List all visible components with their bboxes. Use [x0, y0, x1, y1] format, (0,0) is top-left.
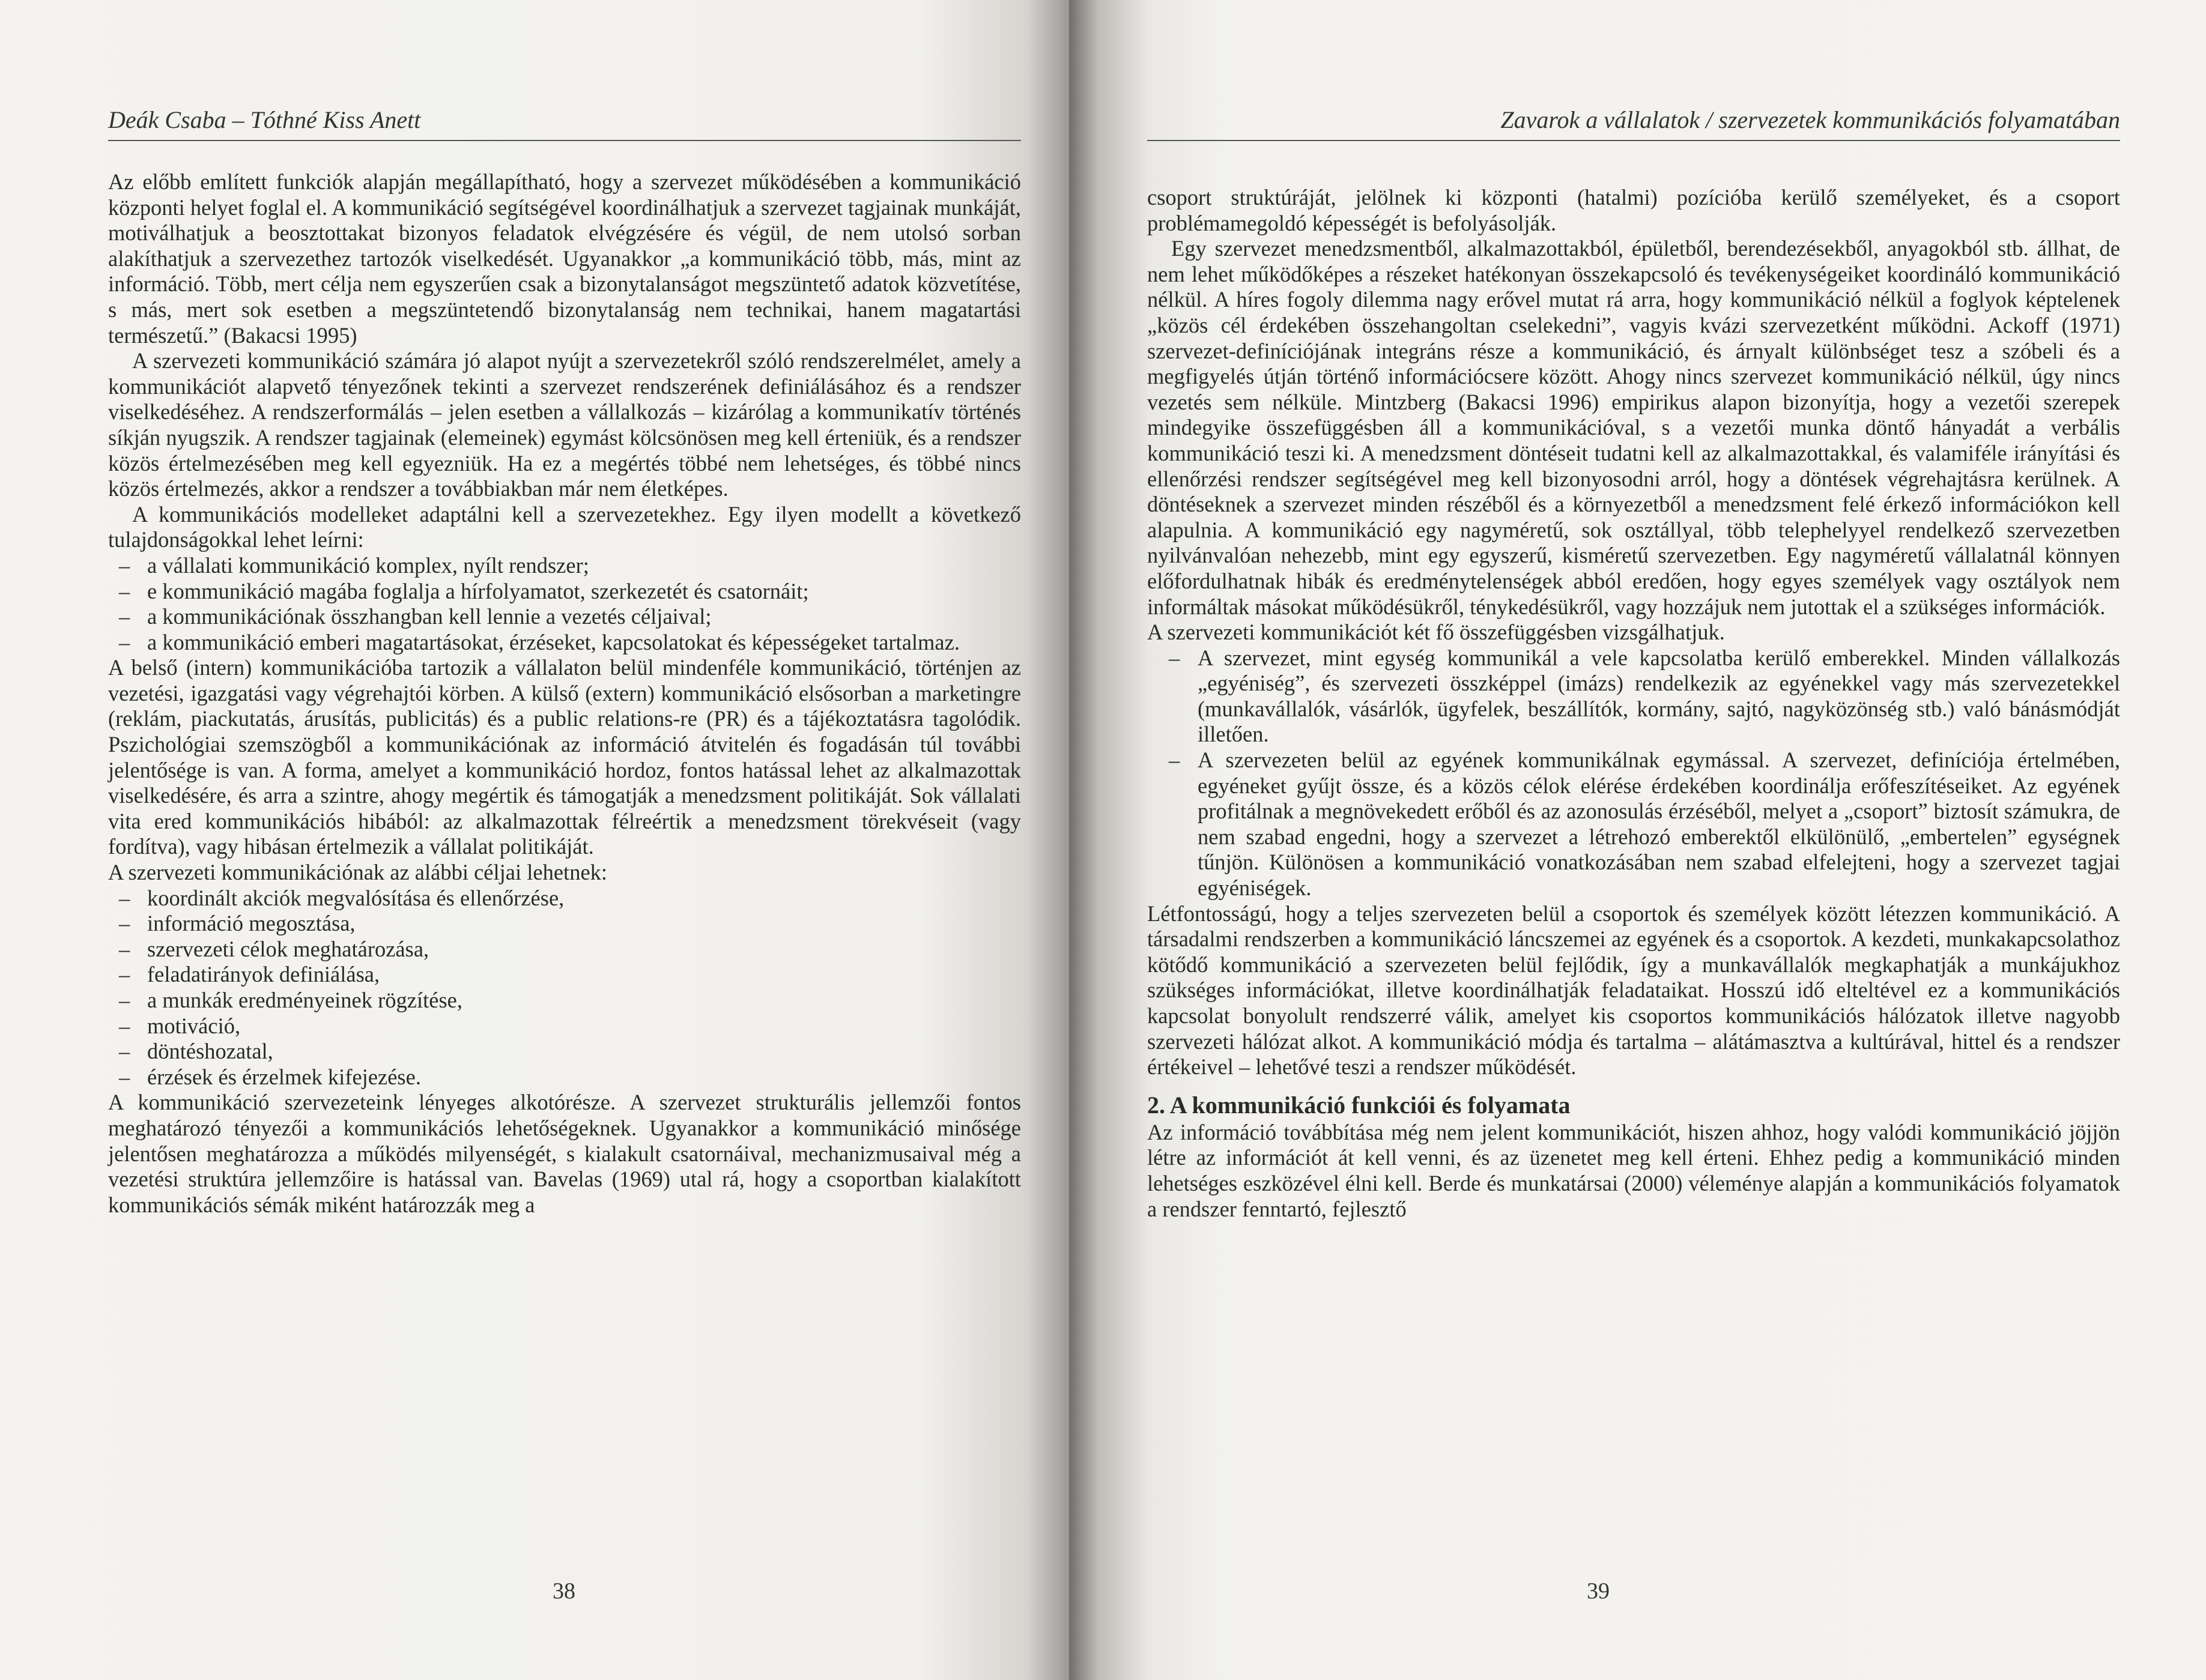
- paragraph: A belső (intern) kommunikációba tartozik a vállalaton belül mindenféle kommunikáció, történjen az vezetési, igazgatási vagy végrehajtói körben. A külső (extern) kommunikáció elsősorban a marketingre (reklám, piackutatás, árusítás, publicitás) és a public relations-re (PR) és a tájékoztatásra tagolódik. Pszichológiai szemszögből a kommunikációnak az információ átvitelén és fogadásán túl további jelentősége is van. A forma, amelyet a kommunikáció hordoz, fontos hatással lehet az alkalmazottak viselkedésére, és arra a szintre, ahogy megértik és támogatják a menedzsment politikáját. Sok vállalati vita ered kommunikációs hibából: az alkalmazottak félreértik a menedzsment törekvéseit (vagy fordítva), vagy hibásan értelmezik a vállalat politikáját.: [108, 655, 1021, 859]
- section-heading: 2. A kommunikáció funkciói és folyamata: [1147, 1091, 1571, 1119]
- paragraph: Létfontosságú, hogy a teljes szervezeten belül a csoportok és személyek között létezzen kommunikáció. A társadalmi rendszerben a kommunikáció láncszemei az egyének és a csoportok. A kezdeti, munkakapcsolathoz kötődő kommunikáció a szervezeten belül fejlődik, így a munkavállalók megkaphatják a munkájukhoz szükséges információkat, illetve koordinálhatják feladataikat. Hosszú idő elteltével ez a kommunikációs kapcsolat bonyolult rendszerré válik, amelyet kis csoportos kommunikációs hálózatok illetve nagyobb szervezeti hálózat alkot. A kommunikáció módja és tartalma – alátámasztva a kultúrával, hittel és a rendszer értékeivel – lehetővé teszi a rendszer működését.: [1147, 901, 2120, 1080]
- paragraph: Egy szervezet menedzsmentből, alkalmazottakból, épületből, berendezésekből, anyagokból stb. állhat, de nem lehet működőképes a részeket hatékonyan összekapcsoló és tevékenységeiket koordináló kommunikáció nélkül. A híres fogoly dilemma nagy erővel mutat rá arra, hogy kommunikáció nélkül a foglyok képtelenek „közös cél érdekében összehangoltan cselekedni”, vagyis kvázi szervezetként működni. Ackoff (1971) szervezet-definíciójának integráns része a kommunikáció, és árnyalt különbséget tesz a szóbeli és a megfigyelés útján történő információcsere között. Ahogy nincs szervezet kommunikáció nélkül, úgy nincs vezetés sem nélküle. Mintzberg (Bakacsi 1996) empirikus alapon bizonyítja, hogy a vezetői szerepek mindegyike összefüggésben áll a kommunikációval, s a vezetői munka döntő hányadát a verbális kommunikáció teszi ki. A menedzsment döntéseit tudatni kell az alkalmazottakkal, és valamiféle irányítási és ellenőrzési rendszer segítségével meg kell bizonyosodni arról, hogy a döntések végrehajtásra kerülnek. A döntéseknek a szervezet minden részéből és a környezetből a menedzsment felé érkező információkon kell alapulnia. A kommunikáció egy nagyméretű, sok osztállyal, több telephelyyel rendelkező szervezetben nyilvánvalóan nehezebb, mint egy egyszerű, kisméretű szervezetben. Egy nagyméretű vállalatnál könnyen előfordulhatnak hibák és eredménytelenségek abból eredően, hogy egyes személyek vagy osztályok nem informáltak másokat működésükről, ténykedésükről, vagy hozzájuk nem jutottak el a szükséges információk.: [1147, 236, 2120, 619]
- list-item: – A szervezeten belül az egyének kommunikálnak egymással. A szervezet, definíciója értelmében, egyéneket gyűjt össze, és a közös célok elérése érdekében koordinálja erőfeszítéseiket. Az egyének profitálnak a megnövekedett erőből és az azonosulás érzéséből, melyet a „csoport” biztosít számukra, de nem szabad engedni, hogy a szervezet a létrehozó emberektől elkülönülő, „embertelen” egységnek tűnjön. Különösen a kommunikáció vonatkozásában nem szabad elfelejteni, hogy a szervezet tagjai egyéniségek.: [1147, 748, 2120, 901]
- dash-list: [1147, 645, 2120, 901]
- list-item: – érzések és érzelmek kifejezése.: [108, 1065, 1021, 1090]
- page-number: 39: [1587, 1579, 1610, 1604]
- list-item: – koordinált akciók megvalósítása és ellenőrzése,: [108, 886, 1021, 911]
- paragraph: csoport struktúráját, jelölnek ki központi (hatalmi) pozícióba kerülő személyeket, és a csoport problémamegoldó képességét is befolyásolják.: [1147, 185, 2120, 235]
- list-item: – A szervezet, mint egység kommunikál a vele kapcsolatba kerülő emberekkel. Minden vállalkozás „egyéniség”, és szervezeti összképpel (imázs) rendelkezik az egyénekkel vagy más szervezetekkel (munkavállalók, vásárlók, ügyfelek, beszállítók, kormány, sajtó, nagyközönség stb.) való bánásmódját illetően.: [1147, 645, 2120, 748]
- list-item: – szervezeti célok meghatározása,: [108, 937, 1021, 962]
- list-item: – feladatirányok definiálása,: [108, 962, 1021, 988]
- page-body: [1147, 185, 2120, 1222]
- dash-list: [108, 553, 1021, 655]
- list-item: – a kommunikáció emberi magatartásokat, érzéseket, kapcsolatokat és képességeket tartalmaz.: [108, 630, 1021, 656]
- list-item: – a vállalati kommunikáció komplex, nyílt rendszer;: [108, 553, 1021, 579]
- running-head: Deák Csaba – Tóthné Kiss Anett: [108, 106, 1021, 141]
- paragraph: Az előbb említett funkciók alapján megállapítható, hogy a szervezet működésében a kommunikáció központi helyet foglal el. A kommunikáció segítségével koordinálhatjuk a szervezet tagjainak munkáját, motiválhatjuk a beosztottakat bizonyos feladatok elvégzésére és végül, de nem utolsó sorban alakíthatjuk a szervezethez tartozók viselkedését. Ugyanakkor „a kommunikáció több, más, mint az információ. Több, mert célja nem egyszerűen csak a bizonytalanságot megszüntető adatok közvetítése, s más, mert sok esetben a megszüntetendő bizonytalanság nem technikai, hanem magatartási természetű.” (Bakacsi 1995): [108, 169, 1021, 348]
- left-page: [0, 0, 1069, 1680]
- page-number: 38: [553, 1579, 575, 1604]
- dash-list: [108, 886, 1021, 1090]
- list-item: – e kommunikáció magába foglalja a hírfolyamatot, szerkezetét és csatornáit;: [108, 579, 1021, 605]
- page-body: [108, 169, 1021, 1218]
- right-page: [1069, 0, 2206, 1680]
- running-head: Zavarok a vállalatok / szervezetek kommunikációs folyamatában: [1147, 106, 2120, 141]
- paragraph: A kommunikáció szervezeteink lényeges alkotórésze. A szervezet strukturális jellemzői fontos meghatározó tényezői a kommunikációs lehetőségeknek. Ugyanakkor a kommunikáció minősége jelentősen meghatározza a működés milyenségét, s kialakult csatornáival, mechanizmusaival még a vezetési struktúra jellemzőire is hatással van. Bavelas (1969) utal rá, hogy a csoportban kialakított kommunikációs sémák miként határozzák meg a: [108, 1090, 1021, 1217]
- paragraph: A szervezeti kommunikáció számára jó alapot nyújt a szervezetekről szóló rendszerelmélet, amely a kommunikációt alapvető tényezőnek tekinti a szervezet rendszerének definiálásához és a rendszer viselkedéséhez. A rendszerformálás – jelen esetben a vállalkozás – kizárólag a kommunikatív történés síkján nyugszik. A rendszer tagjainak (elemeinek) egymást kölcsönösen meg kell érteniük, és a rendszer közös értelmezésében meg kell egyezniük. Ha ez a megértés többé nem lehetséges, és többé nincs közös értelmezés, akkor a rendszer a továbbiakban már nem életképes.: [108, 348, 1021, 501]
- list-item: – a kommunikációnak összhangban kell lennie a vezetés céljaival;: [108, 604, 1021, 630]
- list-item: – információ megosztása,: [108, 911, 1021, 937]
- list-item: – a munkák eredményeinek rögzítése,: [108, 988, 1021, 1014]
- list-item: – motiváció,: [108, 1014, 1021, 1039]
- paragraph: A szervezeti kommunikációnak az alábbi céljai lehetnek:: [108, 860, 608, 885]
- paragraph: A kommunikációs modelleket adaptálni kell a szervezetekhez. Egy ilyen modellt a következő tulajdonságokkal lehet leírni:: [108, 501, 1021, 552]
- paragraph: Az információ továbbítása még nem jelent kommunikációt, hiszen ahhoz, hogy valódi kommunikáció jöjjön létre az információt át kell venni, és az üzenetet meg kell érteni. Ehhez pedig a kommunikáció minden lehetséges eszközével élni kell. Berde és munkatársai (2000) véleménye alapján a kommunikációs folyamatok a rendszer fenntartó, fejlesztő: [1147, 1119, 2120, 1221]
- list-item: – döntéshozatal,: [108, 1039, 1021, 1065]
- paragraph: A szervezeti kommunikációt két fő összefüggésben vizsgálhatjuk.: [1147, 620, 1725, 645]
